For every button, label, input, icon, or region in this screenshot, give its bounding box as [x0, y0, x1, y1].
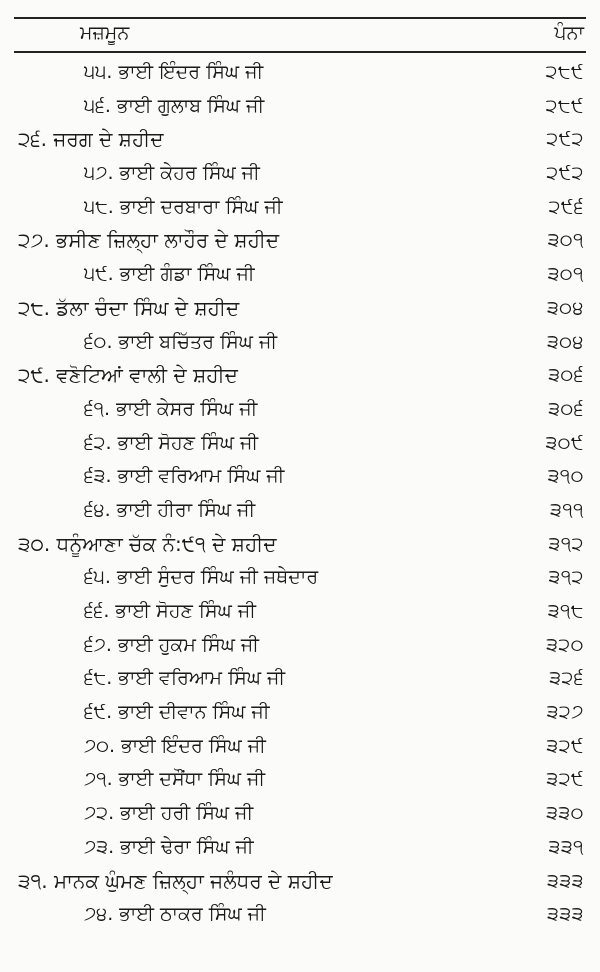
toc-page-number: ੩੨੦: [546, 633, 584, 656]
toc-section-title: ੨੯. ਵਣੋਟਿਆਂ ਵਾਲੀ ਦੇ ਸ਼ਹੀਦ: [18, 363, 238, 388]
header-page-label: ਪੰਨਾ: [554, 22, 584, 44]
toc-entry-row: [0, 427, 600, 461]
toc-page-number: ੨੮੯: [545, 94, 584, 117]
toc-entry-title: ੭੦. ਭਾਈ ਇੰਦਰ ਸਿੰਘ ਜੀ: [84, 734, 266, 757]
header-rule: [14, 51, 586, 53]
toc-entry-title: ੭੪. ਭਾਈ ਠਾਕਰ ਸਿੰਘ ਜੀ: [84, 903, 266, 926]
toc-page-number: ੩੨੬: [549, 667, 584, 690]
toc-section-title: ੨੭. ਭਸੀਣ ਜ਼ਿਲ੍ਹਾ ਲਾਹੌਰ ਦੇ ਸ਼ਹੀਦ: [18, 228, 280, 253]
toc-entry-row: [0, 258, 600, 292]
toc-page-number: ੩੧੧: [550, 498, 584, 521]
toc-entry-title: ੬੧. ਭਾਈ ਕੇਸਰ ਸਿੰਘ ਜੀ: [84, 397, 258, 420]
toc-page-number: ੩੦੬: [548, 364, 584, 387]
toc-entry-row: [0, 494, 600, 528]
toc-page-number: ੩੦੬: [548, 397, 584, 420]
toc-section-title: ੩੧. ਮਾਨਕ ਘੁੰਮਣ ਜ਼ਿਲ੍ਹਾ ਜਲੰਧਰ ਦੇ ਸ਼ਹੀਦ: [18, 868, 333, 893]
toc-entry-title: ੬੭. ਭਾਈ ਹੁਕਮ ਸਿੰਘ ਜੀ: [84, 633, 259, 656]
toc-section-title: ੨੬. ਜਰਗ ਦੇ ਸ਼ਹੀਦ: [18, 127, 164, 152]
toc-page-number: ੩੩੩: [547, 903, 584, 926]
toc-entry-row: [0, 730, 600, 764]
toc-page-number: ੩੨੯: [546, 734, 584, 757]
toc-page-number: ੩੩੦: [546, 802, 584, 825]
toc-entry-row: [0, 90, 600, 124]
toc-entry-row: [0, 696, 600, 730]
header-subject-label: ਮਜ਼ਮੂਨ: [80, 22, 130, 44]
toc-page-number: ੩੨੭: [546, 701, 584, 724]
toc-entry-row: [0, 393, 600, 427]
toc-page-number: ੩੧੨: [548, 566, 584, 589]
toc-entry-row: [0, 662, 600, 696]
toc-page-number: ੩੩੩: [547, 869, 584, 892]
toc-entry-title: ੫੯. ਭਾਈ ਗੰਡਾ ਸਿੰਘ ਜੀ: [84, 263, 255, 286]
toc-entry-title: ੬੯. ਭਾਈ ਦੀਵਾਨ ਸਿੰਘ ਜੀ: [84, 701, 270, 724]
toc-entry-row: [0, 56, 600, 90]
toc-page-number: ੩੧੮: [547, 600, 584, 622]
toc-entry-title: ੭੧. ਭਾਈ ਦਸੌਂਧਾ ਸਿੰਘ ਜੀ: [84, 768, 266, 791]
toc-section-row: [0, 123, 600, 157]
toc-entry-row: [0, 326, 600, 360]
toc-page-number: ੨੯੬: [548, 195, 584, 218]
toc-section-row: [0, 292, 600, 326]
toc-list: [0, 56, 600, 932]
toc-entry-title: ੭੨. ਭਾਈ ਹਰੀ ਸਿੰਘ ਜੀ: [84, 802, 254, 825]
toc-page-number: ੩੦੧: [547, 263, 584, 286]
toc-page-number: ੩੦੪: [546, 330, 584, 353]
toc-header: [14, 22, 584, 50]
toc-entry-row: [0, 157, 600, 191]
toc-entry-row: [0, 763, 600, 797]
toc-page-number: ੨੯੨: [546, 162, 584, 185]
toc-entry-row: [0, 629, 600, 663]
toc-entry-title: ੬੬. ਭਾਈ ਸੋਹਣ ਸਿੰਘ ਜੀ: [84, 600, 256, 622]
toc-entry-row: [0, 831, 600, 865]
toc-page-number: ੩੦੪: [546, 296, 584, 319]
toc-entry-row: [0, 460, 600, 494]
toc-entry-title: ੭੩. ਭਾਈ ਢੇਰਾ ਸਿੰਘ ਜੀ: [84, 835, 254, 858]
toc-entry-row: [0, 898, 600, 932]
toc-section-title: ੩੦. ਧਨੂੰਆਣਾ ਚੱਕ ਨੰ:੯੧ ਦੇ ਸ਼ਹੀਦ: [18, 531, 277, 556]
toc-page-number: ੩੩੧: [548, 835, 584, 858]
toc-entry-title: ੬੪. ਭਾਈ ਹੀਰਾ ਸਿੰਘ ਜੀ: [84, 498, 256, 521]
toc-entry-title: ੫੭. ਭਾਈ ਕੇਹਰ ਸਿੰਘ ਜੀ: [84, 162, 260, 185]
toc-page-number: ੩੧੦: [547, 465, 584, 488]
toc-page-number: ੨੮੯: [545, 61, 584, 83]
toc-section-row: [0, 224, 600, 258]
toc-section-title: ੨੮. ਡੱਲਾ ਚੰਦਾ ਸਿੰਘ ਦੇ ਸ਼ਹੀਦ: [18, 295, 240, 320]
toc-section-row: [0, 359, 600, 393]
toc-page-number: ੩੨੯: [546, 768, 584, 791]
toc-page-number: ੩੦੧: [547, 229, 584, 252]
toc-section-row: [0, 528, 600, 562]
toc-entry-row: [0, 595, 600, 629]
toc-entry-title: ੬੨. ਭਾਈ ਸੋਹਣ ਸਿੰਘ ਜੀ: [84, 431, 259, 454]
toc-entry-row: [0, 191, 600, 225]
toc-page-number: ੩੧੨: [548, 532, 584, 555]
toc-entry-title: ੬੫. ਭਾਈ ਸੁੰਦਰ ਸਿੰਘ ਜੀ ਜਥੇਦਾਰ: [84, 566, 319, 589]
toc-page-number: ੩੦੯: [545, 431, 584, 454]
toc-entry-title: ੬੩. ਭਾਈ ਵਰਿਆਮ ਸਿੰਘ ਜੀ: [84, 465, 285, 488]
toc-entry-row: [0, 797, 600, 831]
toc-entry-title: ੫੮. ਭਾਈ ਦਰਬਾਰਾ ਸਿੰਘ ਜੀ: [84, 195, 283, 218]
top-rule: [14, 17, 586, 19]
toc-section-row: [0, 865, 600, 899]
toc-entry-title: ੬੦. ਭਾਈ ਬਚਿੱਤਰ ਸਿੰਘ ਜੀ: [84, 330, 278, 353]
toc-entry-title: ੬੮. ਭਾਈ ਵਰਿਆਮ ਸਿੰਘ ਜੀ: [84, 667, 286, 690]
toc-entry-title: ੫੫. ਭਾਈ ਇੰਦਰ ਸਿੰਘ ਜੀ: [84, 61, 264, 83]
toc-entry-row: [0, 561, 600, 595]
toc-page-number: ੨੯੨: [546, 128, 584, 151]
toc-entry-title: ੫੬. ਭਾਈ ਗੁਲਾਬ ਸਿੰਘ ਜੀ: [84, 94, 265, 117]
